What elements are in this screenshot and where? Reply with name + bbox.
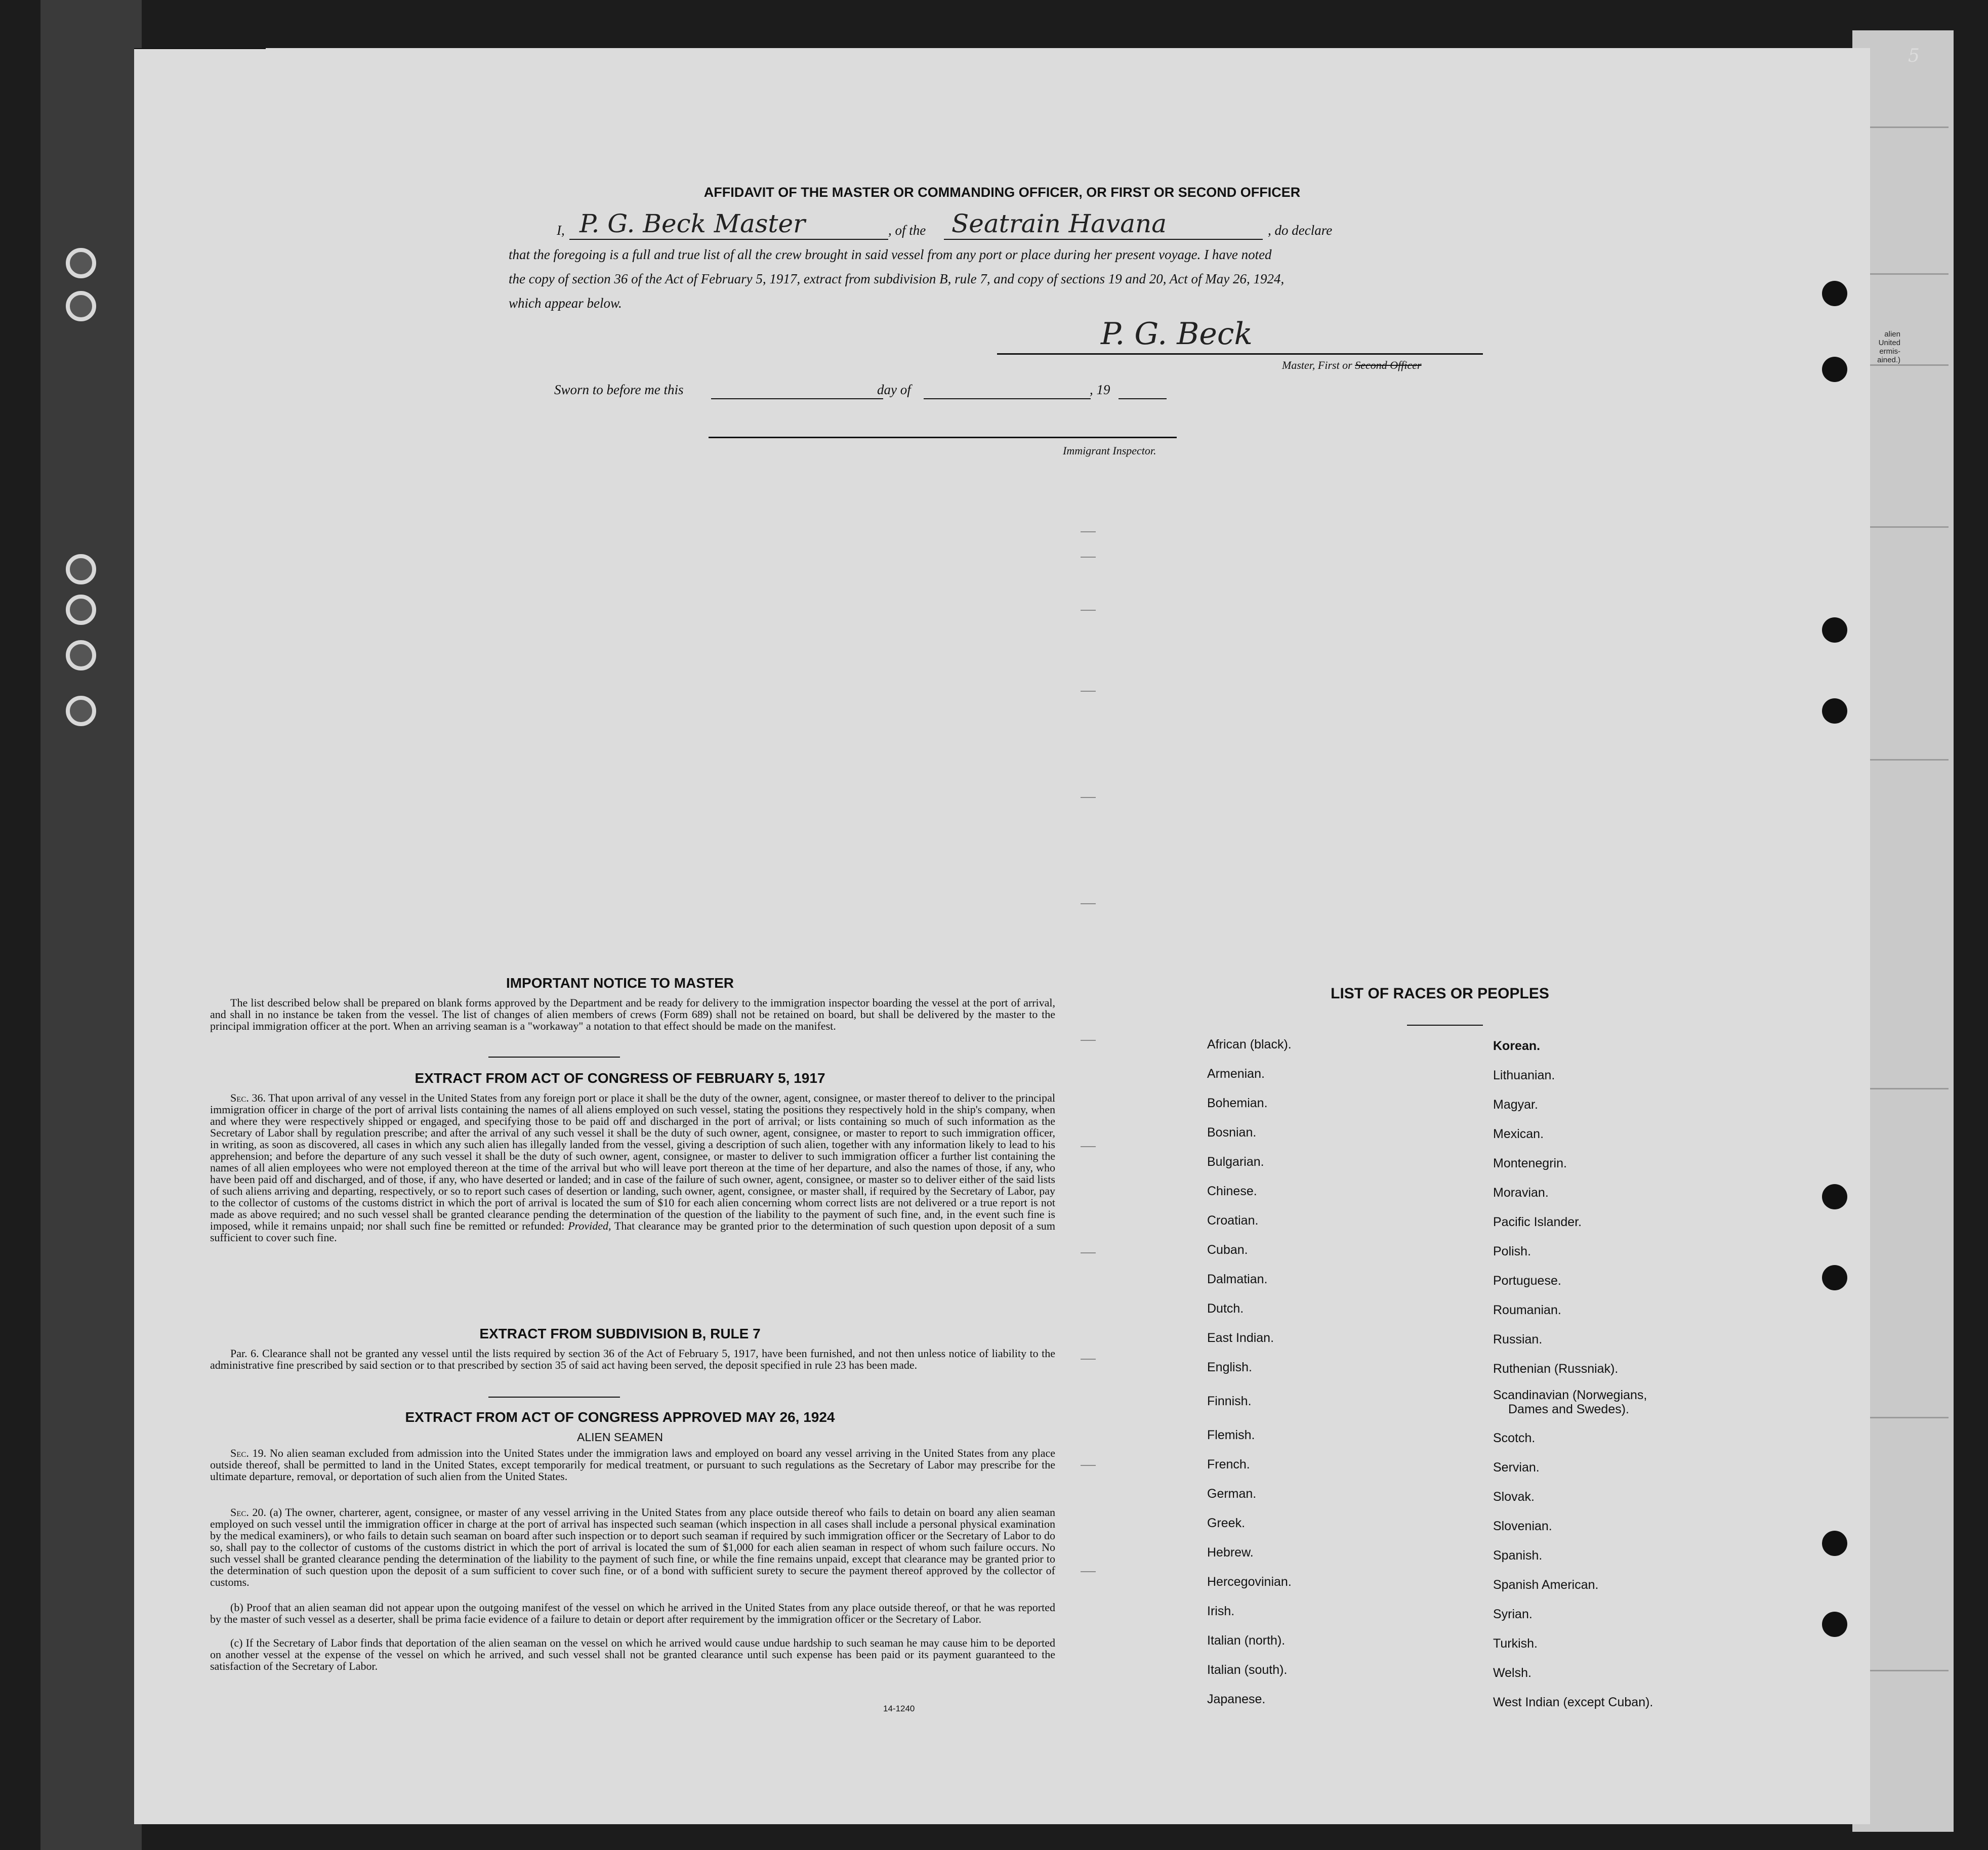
rule7-text: Par. 6. Clearance shall not be granted any vessel until the lists required by section 36 of the Act of February 5, 1917, have been furnished, and not then unless notice of liability to the administrative fine prescribed by said section or to that prescribed by section 35 of said act having been served, the deposit specified in rule 23 has been made. [210,1347,1055,1371]
notice-title: IMPORTANT NOTICE TO MASTER [506,975,734,991]
race-right-item: Magyar. [1493,1098,1538,1112]
section-divider [488,1057,620,1058]
punch-hole [1822,617,1847,643]
vessel-name-line [944,239,1263,240]
sheet-rule [1857,1670,1949,1671]
race-left-item: German. [1207,1487,1257,1501]
race-left-item: African (black). [1207,1037,1292,1052]
race-right-item: Syrian. [1493,1607,1533,1621]
race-right-item: Slovak. [1493,1490,1535,1504]
binder-strip [40,0,142,1850]
inspector-line [709,437,1177,438]
punch-hole [1822,281,1847,306]
races-title: LIST OF RACES OR PEOPLES [1331,985,1549,1002]
year-label: , 19 [1090,382,1110,397]
punch-hole [1822,698,1847,724]
sheet-rule [1857,759,1949,761]
race-right-item: Slovenian. [1493,1519,1552,1533]
faint-mark [1081,1146,1096,1147]
faint-mark [1081,1359,1096,1360]
form-number: 14-1240 [883,1704,915,1713]
faint-mark [1081,691,1096,692]
race-right-item: West Indian (except Cuban). [1493,1695,1653,1709]
race-left-item: Bohemian. [1207,1096,1268,1110]
faint-mark [1081,797,1096,798]
race-left-item: East Indian. [1207,1331,1274,1345]
sworn-day-line [711,398,883,399]
sec-20c-text: (c) If the Secretary of Labor finds that deportation of the alien seaman on the vessel on which he arrived would cause undue hardship to such seaman he may cause him to be deported on another vessel at the expense of the vessel on which he arrived, and such vessel shall not be granted clearance until such expense has been paid or its payment guaranteed to the satisfaction of the Secretary of Labor. [210,1636,1055,1672]
act-1917-text: Sec. 36. That upon arrival of any vessel in the United States from any foreign port or place it shall be the duty of the owner, agent, consignee, or master thereof to deliver to the principal immigration officer in charge of the port of arrival lists containing the names of all aliens employed on such vessel, stating the positions they respectively hold in the ship's company, when and where they were respectively shipped or engaged, and specifying those to be paid off and discharged in the port of arrival; or lists containing so much of such information as the Secretary of Labor shall by regulation prescribe; and after the arrival of any such vessel it shall be the duty of such owner, agent, consignee, or master to report to such immigration officer, in writing, as soon as discovered, all cases in which any such alien has illegally landed from the vessel, giving a description of such alien, together with any information likely to lead to his apprehension; and before the departure of any such vessel it shall be the duty of such owner, agent, consignee, or master to deliver to such immigration officer a further list containing the names of all alien employees who were not employed thereon at the time of the arrival but who will leave port thereon at the time of her departure, and also the names of those, if any, who have been paid off and discharged, and of those, if any, who have deserted or landed; and in case of the failure of such owner, agent, consignee, or master so to deliver either of the said lists of such aliens arriving and departing, respectively, or so to report such cases of desertion or landing, such owner, agent, consignee, or master shall, if required by the Secretary of Labor, pay to the collector of customs of the customs district in which the port of arrival is located the sum of $10 for each alien concerning whom correct lists are not delivered or a true report is not made as above required; and no such vessel shall be granted clearance pending the determination of the question of the liability to the payment of such fine, and, in the event such fine is imposed, while it remains unpaid; nor shall such fine be remitted or refunded: Provided, That clearance may be granted prior to the determination of such question upon deposit of a sum sufficient to cover such fine. [210,1091,1056,1244]
sheet-rule [1857,1088,1949,1089]
race-left-item: Italian (south). [1207,1663,1288,1677]
document-page [134,48,1870,1824]
punch-hole [1822,357,1847,382]
do-declare-label: , do declare [1268,223,1333,238]
struck-second-officer: Second Officer [1355,359,1422,371]
race-right-item: Welsh. [1493,1666,1531,1680]
sworn-label: Sworn to before me this [554,382,684,397]
sworn-month-line [924,398,1091,399]
race-left-item: Dutch. [1207,1301,1244,1316]
signature: P. G. Beck [1101,316,1253,352]
sheet-rule [1857,364,1949,366]
binder-ring [66,291,96,321]
faint-mark [1081,557,1096,558]
section-divider [134,48,266,49]
sheet-rule [1857,273,1949,275]
race-left-item: Bosnian. [1207,1125,1257,1140]
race-left-item: Irish. [1207,1604,1235,1618]
faint-mark [1081,531,1096,532]
master-name-handwriting: P. G. Beck Master [579,209,806,238]
signature-line [997,353,1483,355]
race-left-item: Hebrew. [1207,1545,1254,1560]
punch-hole [1822,1531,1847,1556]
section-divider [488,1397,620,1398]
affidavit-line-2: that the foregoing is a full and true list of all the crew brought in said vessel from any port or place during her present voyage. I have noted [509,247,1272,262]
race-left-item: Cuban. [1207,1243,1248,1257]
race-left-item: Italian (north). [1207,1633,1286,1648]
race-left-item: Japanese. [1207,1692,1266,1706]
race-right-item: Mexican. [1493,1127,1544,1141]
race-left-item: Armenian. [1207,1067,1265,1081]
master-caption: Master, First or Second Officer [1282,359,1422,371]
punch-hole [1822,1265,1847,1290]
race-right-item: Scotch. [1493,1431,1536,1445]
race-left-item: Flemish. [1207,1428,1255,1442]
race-right-item: Spanish. [1493,1548,1543,1563]
race-right-item: Ruthenian (Russniak). [1493,1362,1619,1376]
master-name-line [569,239,888,240]
race-right-item: Servian. [1493,1460,1540,1475]
sworn-year-line [1119,398,1167,399]
races-title-rule [1407,1025,1483,1026]
binder-ring [66,248,96,278]
vessel-name-handwriting: Seatrain Havana [951,209,1167,238]
race-left-item: Hercegovinian. [1207,1575,1292,1589]
race-right-item: Montenegrin. [1493,1156,1567,1170]
affidavit-line-3: the copy of section 36 of the Act of February 5, 1917, extract from subdivision B, rule 7, and copy of sections 19 and 20, Act of May 26, 1924, [509,271,1285,286]
punch-hole [1822,1184,1847,1209]
race-right-item: Pacific Islander. [1493,1215,1582,1229]
margin-note: alien United ermis- ained.) [1877,330,1900,364]
race-left-item: French. [1207,1457,1250,1471]
punch-hole [1822,1612,1847,1637]
faint-mark [1081,1040,1096,1041]
act-1924-subtitle: ALIEN SEAMEN [577,1431,663,1444]
sheet-rule [1857,526,1949,528]
race-left-item: English. [1207,1360,1252,1374]
race-right-item: Turkish. [1493,1636,1538,1651]
race-right-item: Scandinavian (Norwegians, [1493,1388,1647,1402]
race-right-item: Korean. [1493,1039,1541,1053]
binder-ring [66,595,96,625]
faint-mark [1081,1465,1096,1466]
act-1917-title: EXTRACT FROM ACT OF CONGRESS OF FEBRUARY 5, 1917 [415,1070,825,1086]
race-right-item: Spanish American. [1493,1578,1599,1592]
race-left-item: Greek. [1207,1516,1246,1530]
affidavit-title: AFFIDAVIT OF THE MASTER OR COMMANDING OFFICER, OR FIRST OR SECOND OFFICER [703,185,1301,200]
race-right-item: Roumanian. [1493,1303,1561,1317]
act-1924-title: EXTRACT FROM ACT OF CONGRESS APPROVED MAY 26, 1924 [405,1409,835,1425]
binder-ring [66,554,96,584]
faint-mark [1081,610,1096,611]
faint-mark [1081,903,1096,904]
race-left-item: Finnish. [1207,1394,1252,1408]
race-left-item: Dalmatian. [1207,1272,1268,1286]
faint-mark [1081,1571,1096,1572]
race-right-item: Polish. [1493,1244,1531,1258]
race-left-item: Chinese. [1207,1184,1257,1198]
corner-mark: 5 [1908,46,1920,66]
rule7-title: EXTRACT FROM SUBDIVISION B, RULE 7 [479,1326,761,1341]
race-right-item: Russian. [1493,1332,1543,1347]
sheet-rule [1857,1417,1949,1418]
sec-19-text: Sec. 19. No alien seaman excluded from admission into the United States under the immigration laws and employed on board any vessel arriving in the United States from any place outside thereof, shall be permitted to land in the United States, except temporarily for medical treatment, or pursuant to such regulations as the Secretary of Labor may prescribe for the ultimate departure, removal, or deportation of such alien from the United States. [210,1447,1056,1483]
day-of-label: day of [877,382,911,397]
affidavit-i: I, [557,223,565,238]
inspector-caption: Immigrant Inspector. [1063,444,1156,457]
sheet-rule [1857,127,1949,128]
race-right-item: Lithuanian. [1493,1068,1555,1082]
binder-ring [66,640,96,670]
race-right-item: Moravian. [1493,1186,1549,1200]
binder-ring [66,696,96,726]
race-right-item: Dames and Swedes). [1508,1402,1630,1416]
faint-mark [1081,1252,1096,1253]
affidavit-line-4: which appear below. [509,296,622,311]
sec-20b-text: (b) Proof that an alien seaman did not appear upon the outgoing manifest of the vessel on which he arrived in the United States from any place outside thereof, or that he was reported by the master of such vessel as a deserter, shall be prima facie evidence of a failure to detain or deport after requirement by the immigration officer or the Secretary of Labor. [210,1601,1055,1625]
notice-text: The list described below shall be prepared on blank forms approved by the Department and be ready for delivery to the immigration inspector boarding the vessel at the port of arrival, and shall in no instance be taken from the vessel. The list of changes of alien members of crews (Form 689) shall not be retained on board, but shall be delivered by the master to the principal immigration officer at the port. When an arriving seaman is a "workaway" a notation to that effect should be made on the manifest. [210,996,1055,1032]
race-left-item: Bulgarian. [1207,1155,1264,1169]
of-the-label: , of the [888,223,926,238]
race-left-item: Croatian. [1207,1213,1259,1228]
sec-20a-text: Sec. 20. (a) The owner, charterer, agent, consignee, or master of any vessel arriving in the United States from any place outside thereof who fails to detain on board any alien seaman employed on such vessel until the immigration officer in charge at the port of arrival has inspected such seaman (which inspection in all cases shall include a personal physical examination by the medical examiners), or who fails to detain such seaman on board after such inspection or to deport such seaman if required by such immigration officer or the Secretary of Labor to do so, shall pay to the collector of customs of the customs district in which the port of arrival is located the sum of $1,000 for each alien seaman in respect of whom such failure occurs. No such vessel shall be granted clearance pending the determination of the liability to the payment of such fine, or while the fine remains unpaid, except that clearance may be granted prior to the determination of such question upon the deposit of a sum sufficient to cover such fine, or of a bond with sufficient surety to secure the payment thereof approved by the collector of customs. [210,1506,1056,1588]
race-right-item: Portuguese. [1493,1274,1561,1288]
